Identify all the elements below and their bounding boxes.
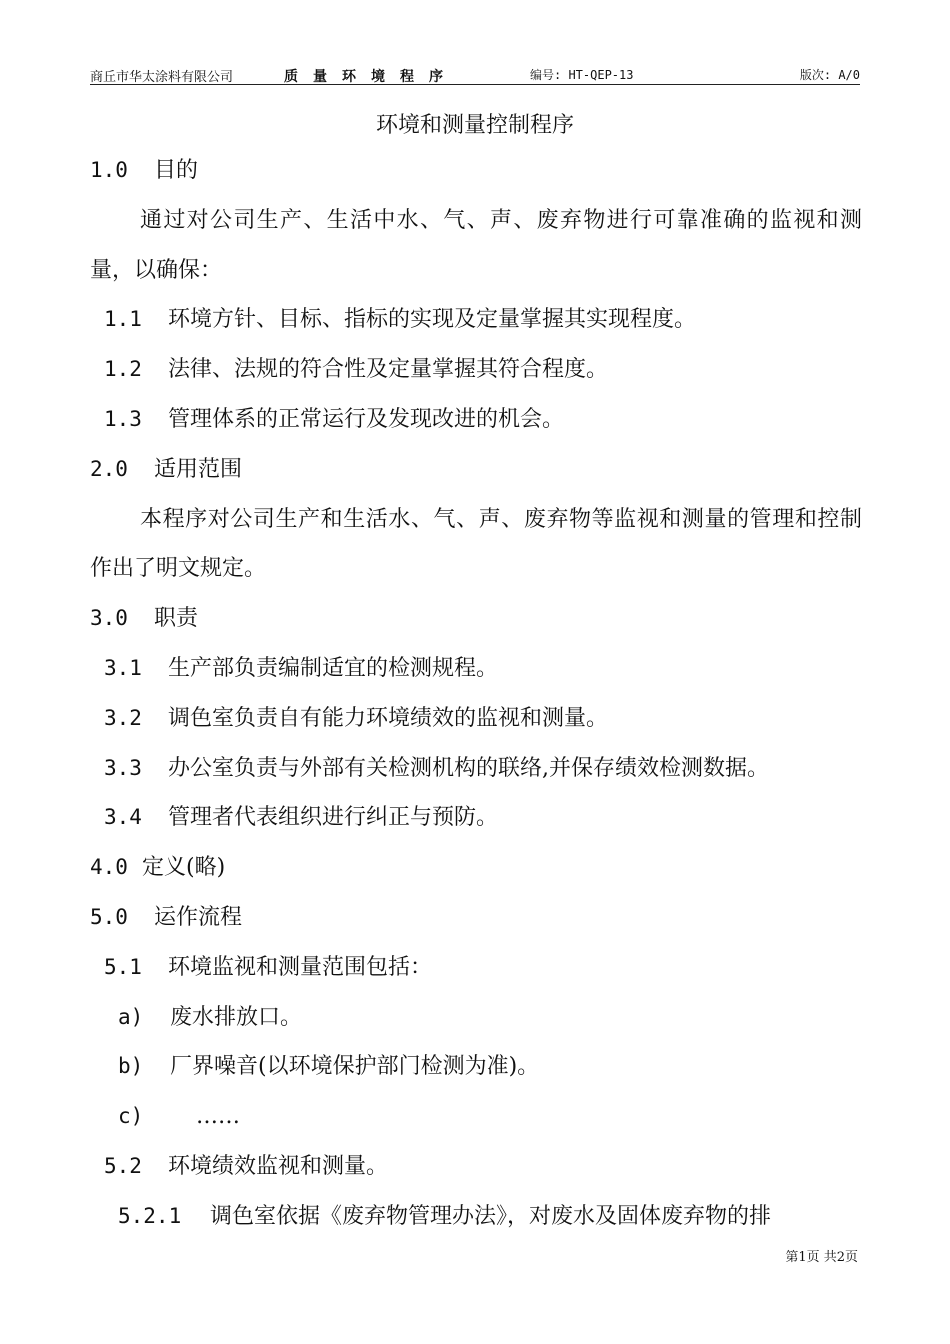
item-number: 1.2 (104, 357, 142, 382)
item-3-1 (90, 644, 862, 694)
page-header (90, 64, 860, 85)
section-number: 5.0 (90, 904, 128, 929)
section-1-paragraph: 通过对公司生产、生活中水、气、声、废弃物进行可靠准确的监视和测量，以确保： (90, 207, 862, 283)
item-text: 环境监视和测量范围包括： (168, 954, 433, 980)
document-body (90, 146, 862, 1242)
item-number: 5.2.1 (118, 1203, 182, 1228)
document-title: 环境和测量控制程序 (375, 113, 574, 138)
item-text: 办公室负责与外部有关检测机构的联络,并保存绩效检测数据。 (168, 755, 769, 781)
item-text: 环境绩效监视和测量。 (168, 1153, 389, 1179)
section-number: 4.0 (90, 855, 128, 880)
section-number: 1.0 (90, 158, 128, 182)
section-4-heading (90, 843, 862, 893)
item-5-2-1 (90, 1192, 862, 1242)
page-footer: 第1页 共2页 (785, 1250, 858, 1265)
item-number: 3.3 (104, 755, 142, 780)
header-company: 商丘市华太涂料有限公司 (90, 70, 234, 85)
section-label: 定义(略) (142, 855, 226, 881)
item-1-3 (90, 395, 862, 445)
item-text: 环境方针、目标、指标的实现及定量掌握其实现程度。 (168, 307, 697, 333)
subitem-marker: b) (118, 1054, 144, 1079)
section-2-paragraph: 本程序对公司生产和生活水、气、声、废弃物等监视和测量的管理和控制作出了明文规定。 (90, 506, 862, 582)
section-number: 3.0 (90, 606, 128, 631)
section-1-heading (90, 146, 862, 196)
subitem-b (90, 1042, 862, 1092)
item-text: 管理者代表组织进行纠正与预防。 (168, 805, 499, 831)
subitem-c (90, 1092, 862, 1142)
item-3-4 (90, 793, 862, 843)
section-3-heading (90, 594, 862, 644)
item-number: 1.3 (104, 406, 142, 431)
item-number: 3.1 (104, 655, 142, 680)
section-label: 职责 (154, 606, 199, 632)
item-1-1 (90, 295, 862, 345)
section-label: 运作流程 (154, 904, 243, 930)
item-number: 3.2 (104, 705, 142, 730)
item-text: 法律、法规的符合性及定量掌握其符合程度。 (168, 357, 609, 383)
item-number: 5.2 (104, 1153, 142, 1178)
item-1-2 (90, 345, 862, 395)
header-code: 编号: HT-QEP-13 (530, 68, 634, 82)
item-5-1 (90, 943, 862, 993)
subitem-text: …… (196, 1104, 240, 1130)
subitem-a (90, 993, 862, 1043)
item-number: 1.1 (104, 307, 142, 332)
section-2-heading (90, 445, 862, 495)
item-3-3 (90, 744, 862, 794)
section-label: 适用范围 (154, 456, 243, 482)
section-5-heading (90, 893, 862, 943)
section-label: 目的 (154, 158, 199, 183)
item-text: 调色室负责自有能力环境绩效的监视和测量。 (168, 705, 609, 731)
header-doc-type: 质量环境程序 (284, 69, 458, 85)
item-text: 管理体系的正常运行及发现改进的机会。 (168, 406, 565, 432)
subitem-text: 废水排放口。 (170, 1004, 303, 1030)
subitem-marker: a) (118, 1004, 144, 1029)
item-number: 3.4 (104, 805, 142, 830)
item-text: 调色室依据《废弃物管理办法》，对废水及固体废弃物的排 (210, 1203, 772, 1229)
subitem-marker: c) (118, 1104, 144, 1129)
section-number: 2.0 (90, 456, 128, 481)
subitem-text: 厂界噪音(以环境保护部门检测为准)。 (170, 1054, 540, 1080)
item-5-2 (90, 1142, 862, 1192)
header-version: 版次: A/0 (799, 68, 860, 82)
item-text: 生产部负责编制适宜的检测规程。 (168, 655, 499, 681)
item-number: 5.1 (104, 954, 142, 979)
item-3-2 (90, 694, 862, 744)
